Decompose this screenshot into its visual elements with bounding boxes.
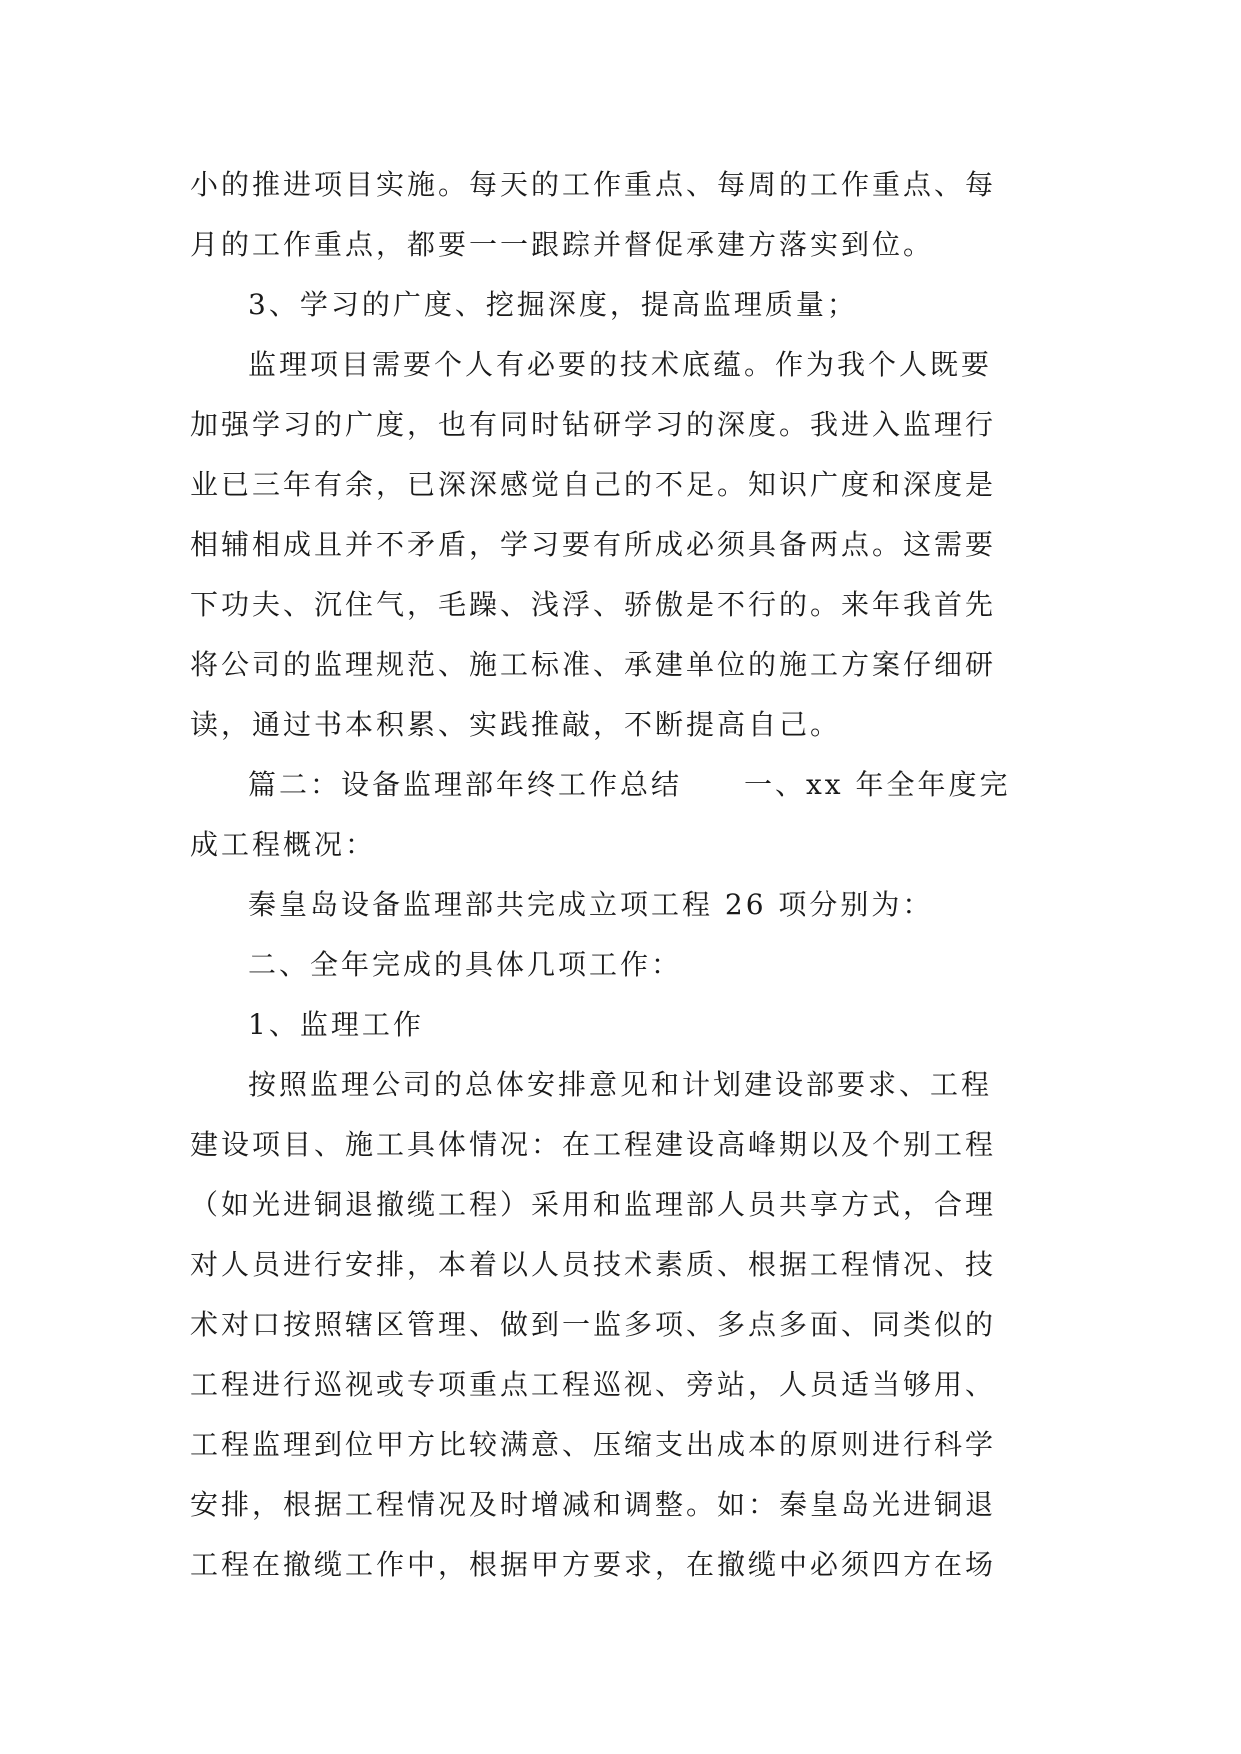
text-line: 将公司的监理规范、施工标准、承建单位的施工方案仔细研 <box>190 648 997 681</box>
text-line: 工程进行巡视或专项重点工程巡视、旁站，人员适当够用、 <box>190 1368 997 1401</box>
text-line: 业已三年有余，已深深感觉自己的不足。知识广度和深度是 <box>190 468 997 501</box>
text-line: 加强学习的广度，也有同时钻研学习的深度。我进入监理行 <box>190 408 997 441</box>
text-line: （如光进铜退撤缆工程）采用和监理部人员共享方式，合理 <box>190 1188 997 1221</box>
text-line: 建设项目、施工具体情况：在工程建设高峰期以及个别工程 <box>190 1128 997 1161</box>
text-line: 月的工作重点，都要一一跟踪并督促承建方落实到位。 <box>190 228 935 261</box>
section-heading: 3、学习的广度、挖掘深度，提高监理质量； <box>248 288 858 321</box>
text-line: 术对口按照辖区管理、做到一监多项、多点多面、同类似的 <box>190 1308 997 1341</box>
text-line: 安排，根据工程情况及时增减和调整。如：秦皇岛光进铜退 <box>190 1488 997 1521</box>
text-line: 工程在撤缆工作中，根据甲方要求，在撤缆中必须四方在场 <box>190 1548 997 1581</box>
text-line: 相辅相成且并不矛盾，学习要有所成必须具备两点。这需要 <box>190 528 997 561</box>
subsection-heading: 1、监理工作 <box>248 1008 424 1041</box>
text-line: 小的推进项目实施。每天的工作重点、每周的工作重点、每 <box>190 168 997 201</box>
text-line: 读，通过书本积累、实践推敲，不断提高自己。 <box>190 708 842 741</box>
text-line: 监理项目需要个人有必要的技术底蕴。作为我个人既要 <box>248 348 993 381</box>
text-line: 按照监理公司的总体安排意见和计划建设部要求、工程 <box>248 1068 993 1101</box>
text-line: 工程监理到位甲方比较满意、压缩支出成本的原则进行科学 <box>190 1428 997 1461</box>
text-line: 下功夫、沉住气，毛躁、浅浮、骄傲是不行的。来年我首先 <box>190 588 997 621</box>
text-line: 对人员进行安排，本着以人员技术素质、根据工程情况、技 <box>190 1248 997 1281</box>
section-heading: 二、全年完成的具体几项工作： <box>248 948 683 981</box>
text-line: 成工程概况： <box>190 828 377 861</box>
section-title: 篇二：设备监理部年终工作总结 一、xx 年全年度完 <box>248 768 1011 801</box>
text-line: 秦皇岛设备监理部共完成立项工程 26 项分别为： <box>248 888 934 921</box>
